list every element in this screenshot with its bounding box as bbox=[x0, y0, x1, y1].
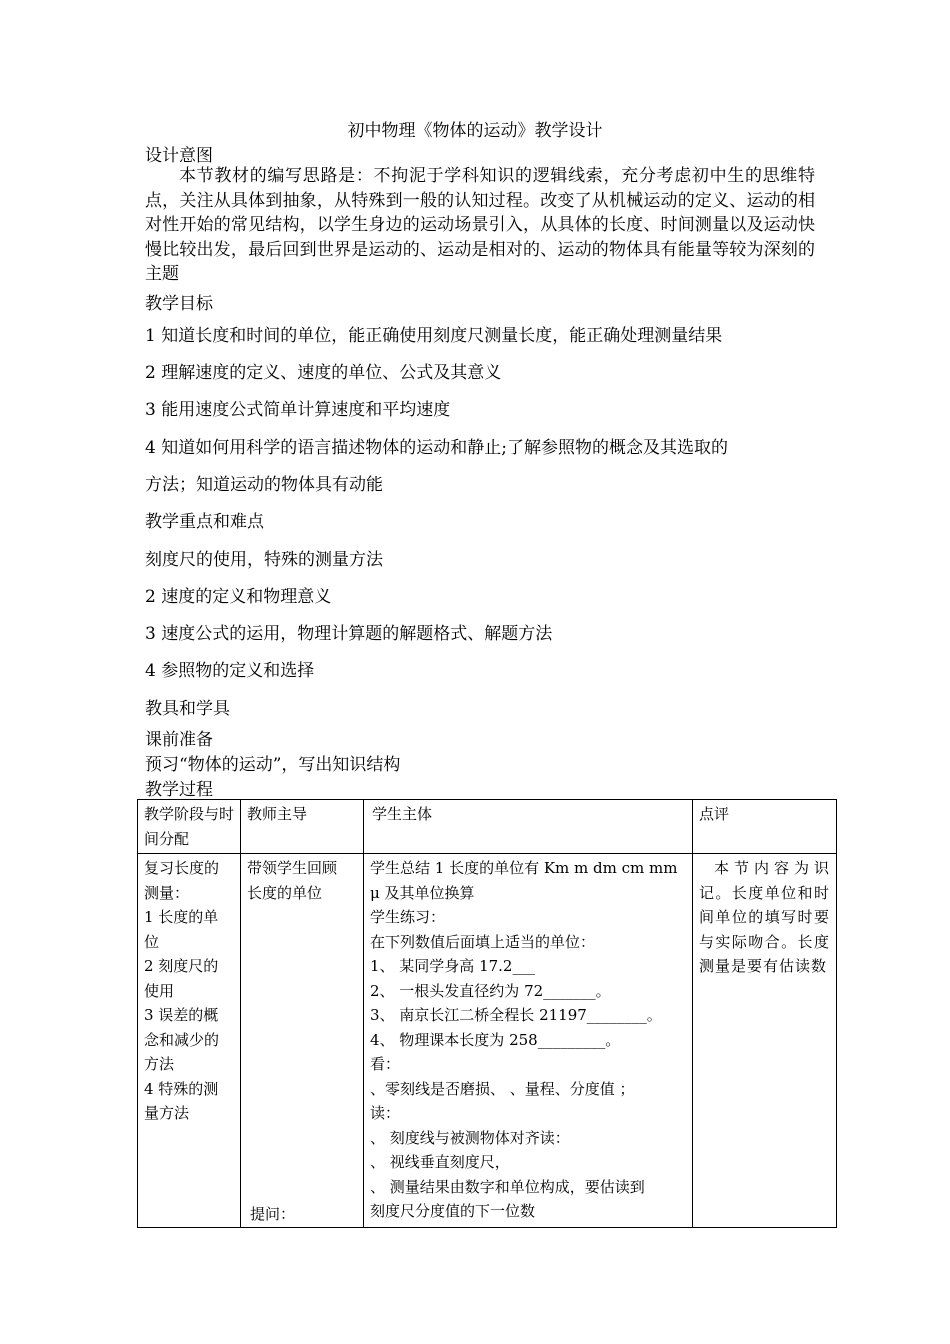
comment-cell bbox=[693, 854, 837, 1228]
student-line: 、 刻度线与被测物体对齐读： bbox=[370, 1128, 570, 1147]
teacher-line: 长度的单位 bbox=[247, 883, 323, 902]
student-line: 读： bbox=[370, 1104, 401, 1122]
key-point-item: 刻度尺的使用，特殊的测量方法 bbox=[145, 550, 383, 570]
stage-line: 测量： bbox=[144, 883, 190, 902]
objective-item: 3 能用速度公式简单计算速度和平均速度 bbox=[145, 400, 451, 420]
header-teacher: 教师主导 bbox=[241, 800, 364, 854]
stage-line: 使用 bbox=[144, 981, 175, 1000]
student-line: 学生练习： bbox=[370, 908, 446, 926]
stage-line: 复习长度的 bbox=[144, 859, 220, 877]
stage-line: 方法 bbox=[144, 1055, 175, 1073]
student-line: 2、 一根头发直径约为 72_______。 bbox=[370, 981, 611, 1000]
document-title: 初中物理《物体的运动》教学设计 bbox=[347, 121, 603, 141]
teacher-cell bbox=[241, 854, 364, 1228]
student-line: 、零刻线是否磨损、 、量程、分度值 ； bbox=[370, 1079, 635, 1098]
process-heading: 教学过程 bbox=[145, 780, 213, 800]
student-line: 3、 南京长江二桥全程长 21197________。 bbox=[370, 1006, 662, 1024]
design-intent-text: 本节教材的编写思路是：不拘泥于学科知识的逻辑线索，充分考虑初中生的思维特点，关注从具体到抽象，从特殊到一般的认知过程。改变了从机械运动的定义、运动的相对性开始的常见结构，以学生身边的运动场景引入，从具体的长度、时间测量以及运动快慢比较出发，最后回到世界是运动的、运动是相对的、运动的物体具有能量等较为深刻的主题 bbox=[145, 166, 815, 284]
stage-line: 位 bbox=[144, 932, 160, 951]
student-line: 、 测量结果由数字和单位构成，要估读到 bbox=[370, 1177, 645, 1196]
design-intent-paragraph bbox=[145, 164, 815, 287]
stage-line: 4 特殊的测 bbox=[144, 1079, 219, 1098]
key-points-heading: 教学重点和难点 bbox=[145, 512, 264, 532]
stage-line: 念和减少的 bbox=[144, 1030, 220, 1049]
objective-item: 方法；知道运动的物体具有动能 bbox=[145, 475, 383, 495]
header-student: 学生主体 bbox=[364, 800, 693, 854]
objective-item: 1 知道长度和时间的单位，能正确使用刻度尺测量长度，能正确处理测量结果 bbox=[145, 326, 723, 346]
stage-cell bbox=[138, 854, 241, 1228]
student-line: 4、 物理课本长度为 258_________。 bbox=[370, 1030, 621, 1049]
table-header-row bbox=[138, 800, 837, 854]
prep-text: 预习“物体的运动”，写出知识结构 bbox=[145, 755, 401, 775]
student-line: μ 及其单位换算 bbox=[370, 883, 475, 902]
student-line: 刻度尺分度值的下一位数 bbox=[370, 1202, 536, 1220]
teacher-question-label: 提问： bbox=[250, 1205, 296, 1223]
key-point-item: 2 速度的定义和物理意义 bbox=[145, 587, 332, 607]
student-line: 看： bbox=[370, 1055, 401, 1073]
process-table bbox=[137, 799, 837, 1228]
table-row bbox=[138, 854, 837, 1228]
student-line: 1、 某同学身高 17.2___ bbox=[370, 957, 535, 975]
key-point-item: 3 速度公式的运用，物理计算题的解题格式、解题方法 bbox=[145, 624, 553, 644]
stage-line: 1 长度的单 bbox=[144, 908, 219, 926]
tools-heading: 教具和学具 bbox=[145, 699, 230, 719]
objective-item: 4 知道如何用科学的语言描述物体的运动和静止;了解参照物的概念及其选取的 bbox=[145, 438, 728, 458]
stage-line: 量方法 bbox=[144, 1104, 190, 1122]
student-cell bbox=[364, 854, 693, 1228]
student-line: 学生总结 1 长度的单位有 Km m dm cm mm bbox=[370, 859, 678, 877]
key-point-item: 4 参照物的定义和选择 bbox=[145, 661, 315, 681]
prep-heading: 课前准备 bbox=[145, 730, 213, 750]
objectives-heading: 教学目标 bbox=[145, 294, 213, 314]
header-stage: 教学阶段与时间分配 bbox=[138, 800, 241, 854]
stage-line: 3 误差的概 bbox=[144, 1006, 219, 1024]
teacher-line: 带领学生回顾 bbox=[247, 859, 338, 877]
stage-line: 2 刻度尺的 bbox=[144, 957, 219, 975]
student-line: 在下列数值后面填上适当的单位： bbox=[370, 932, 596, 951]
comment-text: 本节内容为识记。长度单位和时间单位的填写时要与实际吻合。长度测量是要有估读数 bbox=[699, 859, 830, 975]
header-comment: 点评 bbox=[693, 800, 837, 854]
objective-item: 2 理解速度的定义、速度的单位、公式及其意义 bbox=[145, 363, 502, 383]
student-line: 、 视线垂直刻度尺， bbox=[370, 1153, 510, 1171]
design-intent-heading: 设计意图 bbox=[145, 146, 213, 166]
